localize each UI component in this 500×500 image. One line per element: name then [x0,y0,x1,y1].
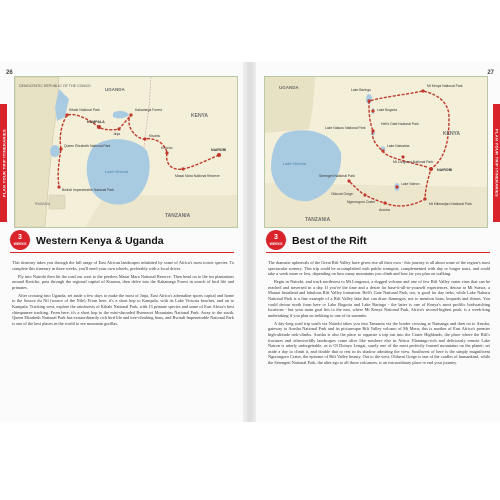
left-page [0,62,244,422]
map-label-lake-victoria: Lake Victoria [105,169,129,174]
map-point-kilimanjaro [423,197,426,200]
map-point-masai-mara [181,167,184,170]
map-label-nairobi: NAIROBI [211,148,227,152]
map-label-queen-elizabeth: Queen Elizabeth National Park [64,144,111,148]
map-label-drc: DEMOCRATIC REPUBLIC OF THE CONGO [19,84,91,88]
page-number-left: 26 [6,70,13,76]
side-tab-right [493,104,500,222]
map-point-hells-gate [381,149,384,152]
side-tab-label-right: PLAN YOUR TRIP ITINERARIES [494,129,499,197]
itinerary-title-right: Best of the Rift [292,235,367,247]
map-label-lake-naivasha: Lake Naivasha [387,144,410,148]
map-label-arusha: Arusha [379,208,390,212]
map-label-ngorongoro: Ngorongoro Crater [347,200,376,204]
map-label-bwindi: Bwindi Impenetrable National Park [62,188,115,192]
map-point-ngorongoro [363,193,366,196]
map-label-tanzania: TANZANIA [305,217,331,223]
weeks-badge-number: 3 [18,234,22,241]
map-label-nairobi: NAIROBI [437,168,453,172]
map-label-kampala: KAMPALA [87,120,105,124]
weeks-badge-unit: WEEKS [13,242,27,246]
map-label-lake-baringo: Lake Baringo [351,88,371,92]
side-tab-left [0,104,7,222]
weeks-badge-right [266,230,286,250]
paragraph: Fly into Nairobi then hit the road out west to the peerless Masai Mara National Reserve. Then head on to the tea plantations around Kericho, pass through the regional capital of Kisumu, then delve into the Kakamega Forest in search of bird life and primates. [12,273,234,290]
itinerary-heading-left [10,232,234,253]
map-label-kisumu: Kisumu [149,134,161,138]
map-label-uganda: UGANDA [105,87,125,92]
map-point-kibale [65,113,68,116]
map-label-mt-longonot: Mt Longonot National Park [393,160,434,164]
itinerary-heading-right [266,232,490,253]
weeks-badge-left [10,230,30,250]
map-label-lake-natron: Lake Natron [401,182,420,186]
page-number-right: 27 [487,70,494,76]
map-point-arusha [383,201,386,204]
map-point-jinja [117,127,120,130]
map-label-rwanda: RWANDA [35,202,51,206]
map-western-kenya-uganda [14,76,238,228]
map-label-kericho: Kericho [161,146,173,150]
map-label-kenya: KENYA [191,113,209,119]
map-point-kampala [97,125,101,129]
map-label-mt-kenya: Mt Kenya National Park [427,84,463,88]
map-point-mt-longonot [401,155,404,158]
map-label-masai-mara: Masai Mara National Reserve [175,174,220,178]
map-point-lake-baringo [367,99,370,102]
map-point-lake-bogoria [371,109,374,112]
itinerary-body-right [268,260,490,368]
map-point-nairobi [429,167,433,171]
map-point-queen-elizabeth [59,147,62,150]
map-point-kericho [165,151,168,154]
map-label-serengeti: Serengeti National Park [319,174,355,178]
map-point-kakamega [129,113,132,116]
map-label-lake-bogoria: Lake Bogoria [377,108,397,112]
right-page [256,62,500,422]
paragraph: Begin in Nairobi, and track northwest to Mt Longonot, a dogged volcano and one of few Rift Valley crater rims that can be reached and traversed in a day. If you've the time and a desire for base-it-all-to-yourself experiences, detour to Mt Suswa, a Maasai heartland and fabulous Rift Valley formation. Hell's Gate National Park, too, is good for day treks, while Lake Nakuru National Park is a fine example of a Rift Valley lake that can draw flamingos, not to mention lions, leopards and rhinos. You could detour north from here to Lake Bogoria and Lake Baringo - the latter is one of Kenya's most prolific birdwatching locations - but your main goal lies to the east, where Mt Kenya National Park, Africa's second-highest peak, is a week-long undertaking if you plan on trekking to one of its summits. [268,279,490,318]
map-label-lake-victoria: Lake Victoria [283,161,307,166]
map-label-hells-gate: Hell's Gate National Park [381,122,419,126]
map-label-kilimanjaro: Mt Kilimanjaro National Park [429,202,472,206]
weeks-badge-number: 3 [274,234,278,241]
paragraph: The dramatic upheavals of the Great Rift Valley have given rise all their own - this journey is all about some of the region's most spectacular scenery. This trip could be accomplished with public transport, complemented with day or longer tours, and could take a week more or less, depending on how many mountains you climb and how far you plan on walking. [268,260,490,277]
map-label-tanzania: TANZANIA [165,213,191,219]
itinerary-body-left [12,260,234,329]
paragraph: This itinerary takes you through the full range of East African landscapes inhabited by some of Africa's most iconic species. To complete this itinerary in three weeks, you'll need your own wheels, preferably with a local driver. [12,260,234,271]
weeks-badge-unit: WEEKS [269,242,283,246]
paragraph: A day-long road trip south via Nairobi takes you into Tanzania via the border crossing at Namanga and then on to Arusha, gateway to Arusha National Park and its picturesque Rift Valley volcano of Mt Meru; this is another of East Africa's premier high-altitude trek-climbs. Arusha is also the place to organise a trip out into the Crater Highlands, the place where the Rift's fractures and otherworldly landscapes come alive like nowhere else in Africa. Flamingo-rich and deliciously remote Lake Natron is utterly unforgettable, as is Ol Doinyo Lengai, surely one of the most perfectly formed mountains on the planet; set aside a day to climb it, and double that to rest in its shadow admiring the view. Southwest of here is the simply magnificent Ngorongoro Crater, the epitome of Rift Valley beauty. Out to the west, Olduvai Gorge is one of the cradles of humankind, while the Serengeti National Park, the alter ego to all those volcanoes, is an extraordinary place to end your journey. [268,320,490,365]
map-label-jinja: Jinja [113,132,120,136]
map-label-lake-nakuru: Lake Nakuru National Park [325,126,366,130]
map-label-uganda: UGANDA [279,85,299,90]
paragraph: After crossing into Uganda, set aside a few days to make the most of Jinja, East Africa's adrenaline sports capital and home to the Source du Nil (source of the Nile). From here, it's a short hop to Kampala, with its Lake Victoria beaches, and on to Kampala. Tracking west, explore the rainforests of Kibale National Park, with 13 primate species and some of East Africa's best chimpanzee tracking. From here, it's a short hop to the mist-shrouded Rwenzori Mountains National Park. Away to the south, Queen Elizabeth National Park has extraordinarily rich bird life and tree-climbing lions, and Bwindi Impenetrable National Park is one of the best places in the world to see mountain gorillas. [12,292,234,326]
side-tab-label-left: PLAN YOUR TRIP ITINERARIES [1,129,6,197]
map-label-olduvai: Olduvai Gorge [331,192,353,196]
map-label-kenya: KENYA [443,131,461,137]
map-point-bwindi [57,185,60,188]
map-best-of-the-rift [264,76,488,228]
map-point-kisumu [143,137,146,140]
map-label-kakamega: Kakamega Forest [135,108,162,112]
map-point-nairobi [217,153,221,157]
map-point-serengeti [347,179,350,182]
book-gutter [243,62,257,422]
map-point-lake-nakuru [371,129,374,132]
itinerary-title-left: Western Kenya & Uganda [36,235,164,247]
map-point-mt-kenya [421,89,424,92]
map-point-lake-natron [395,185,398,188]
map-label-kibale: Kibale National Park [69,108,100,112]
